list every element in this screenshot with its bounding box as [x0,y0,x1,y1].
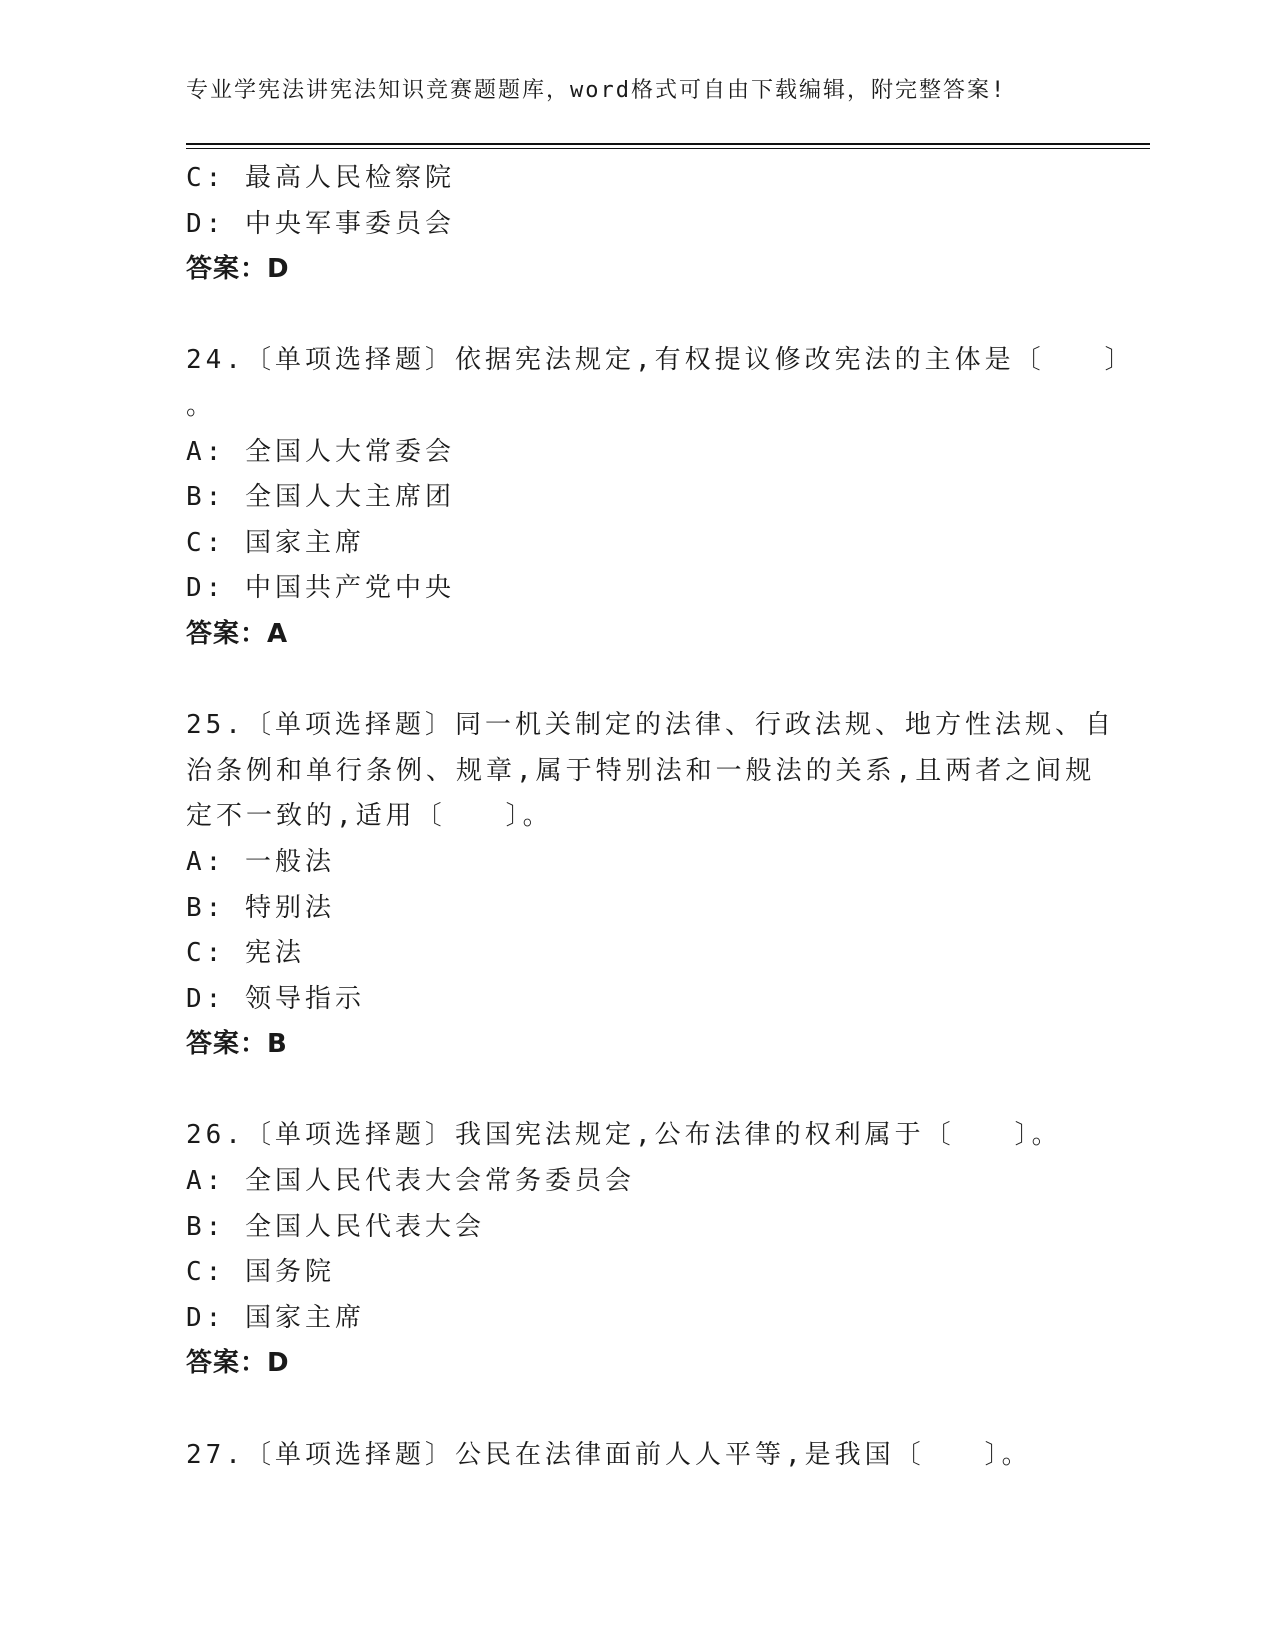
option-line: B: 特别法 [186,892,335,923]
option-line: C: 国务院 [186,1257,335,1288]
option-line: D: 中国共产党中央 [186,573,455,604]
question-line: 治条例和单行条例、规章,属于特别法和一般法的关系,且两者之间规 [186,755,1096,786]
question-line: 24.〔单项选择题〕依据宪法规定,有权提议修改宪法的主体是〔 〕 [186,345,1135,376]
option-line: D: 国家主席 [186,1302,365,1333]
option-line: D: 领导指示 [186,983,365,1014]
option-line: C: 宪法 [186,938,305,969]
question-line: 26.〔单项选择题〕我国宪法规定,公布法律的权利属于〔 〕。 [186,1120,1062,1151]
option-line: A: 一般法 [186,846,335,877]
answer-line: 答案：D [186,1348,290,1379]
option-line: D: 中央军事委员会 [186,208,455,239]
option-line: A: 全国人大常委会 [186,436,455,467]
question-block [186,1433,1086,1479]
question-content [186,156,1135,1478]
question-line: 25.〔单项选择题〕同一机关制定的法律、行政法规、地方性法规、自 [186,710,1115,741]
option-line: A: 全国人民代表大会常务委员会 [186,1166,635,1197]
option-line: C: 国家主席 [186,527,365,558]
question-line: 定不一致的,适用〔 〕。 [186,801,553,832]
option-line: B: 全国人大主席团 [186,482,455,513]
answer-line: 答案：A [186,618,289,649]
question-block [186,338,1135,657]
option-line: C: 最高人民检察院 [186,163,455,193]
question-line: 。 [186,390,217,421]
answer-line: 答案：D [186,254,290,285]
page-header: 专业学宪法讲宪法知识竞赛题题库，word格式可自由下载编辑，附完整答案! [186,78,1007,103]
header-rule-thin [186,148,1150,149]
question-block [186,1113,1086,1387]
question-block [186,703,1115,1068]
option-line: B: 全国人民代表大会 [186,1211,485,1242]
answer-line: 答案：B [186,1029,288,1060]
header-rule-thick [186,143,1150,145]
question-line: 27.〔单项选择题〕公民在法律面前人人平等,是我国〔 〕。 [186,1439,1032,1470]
